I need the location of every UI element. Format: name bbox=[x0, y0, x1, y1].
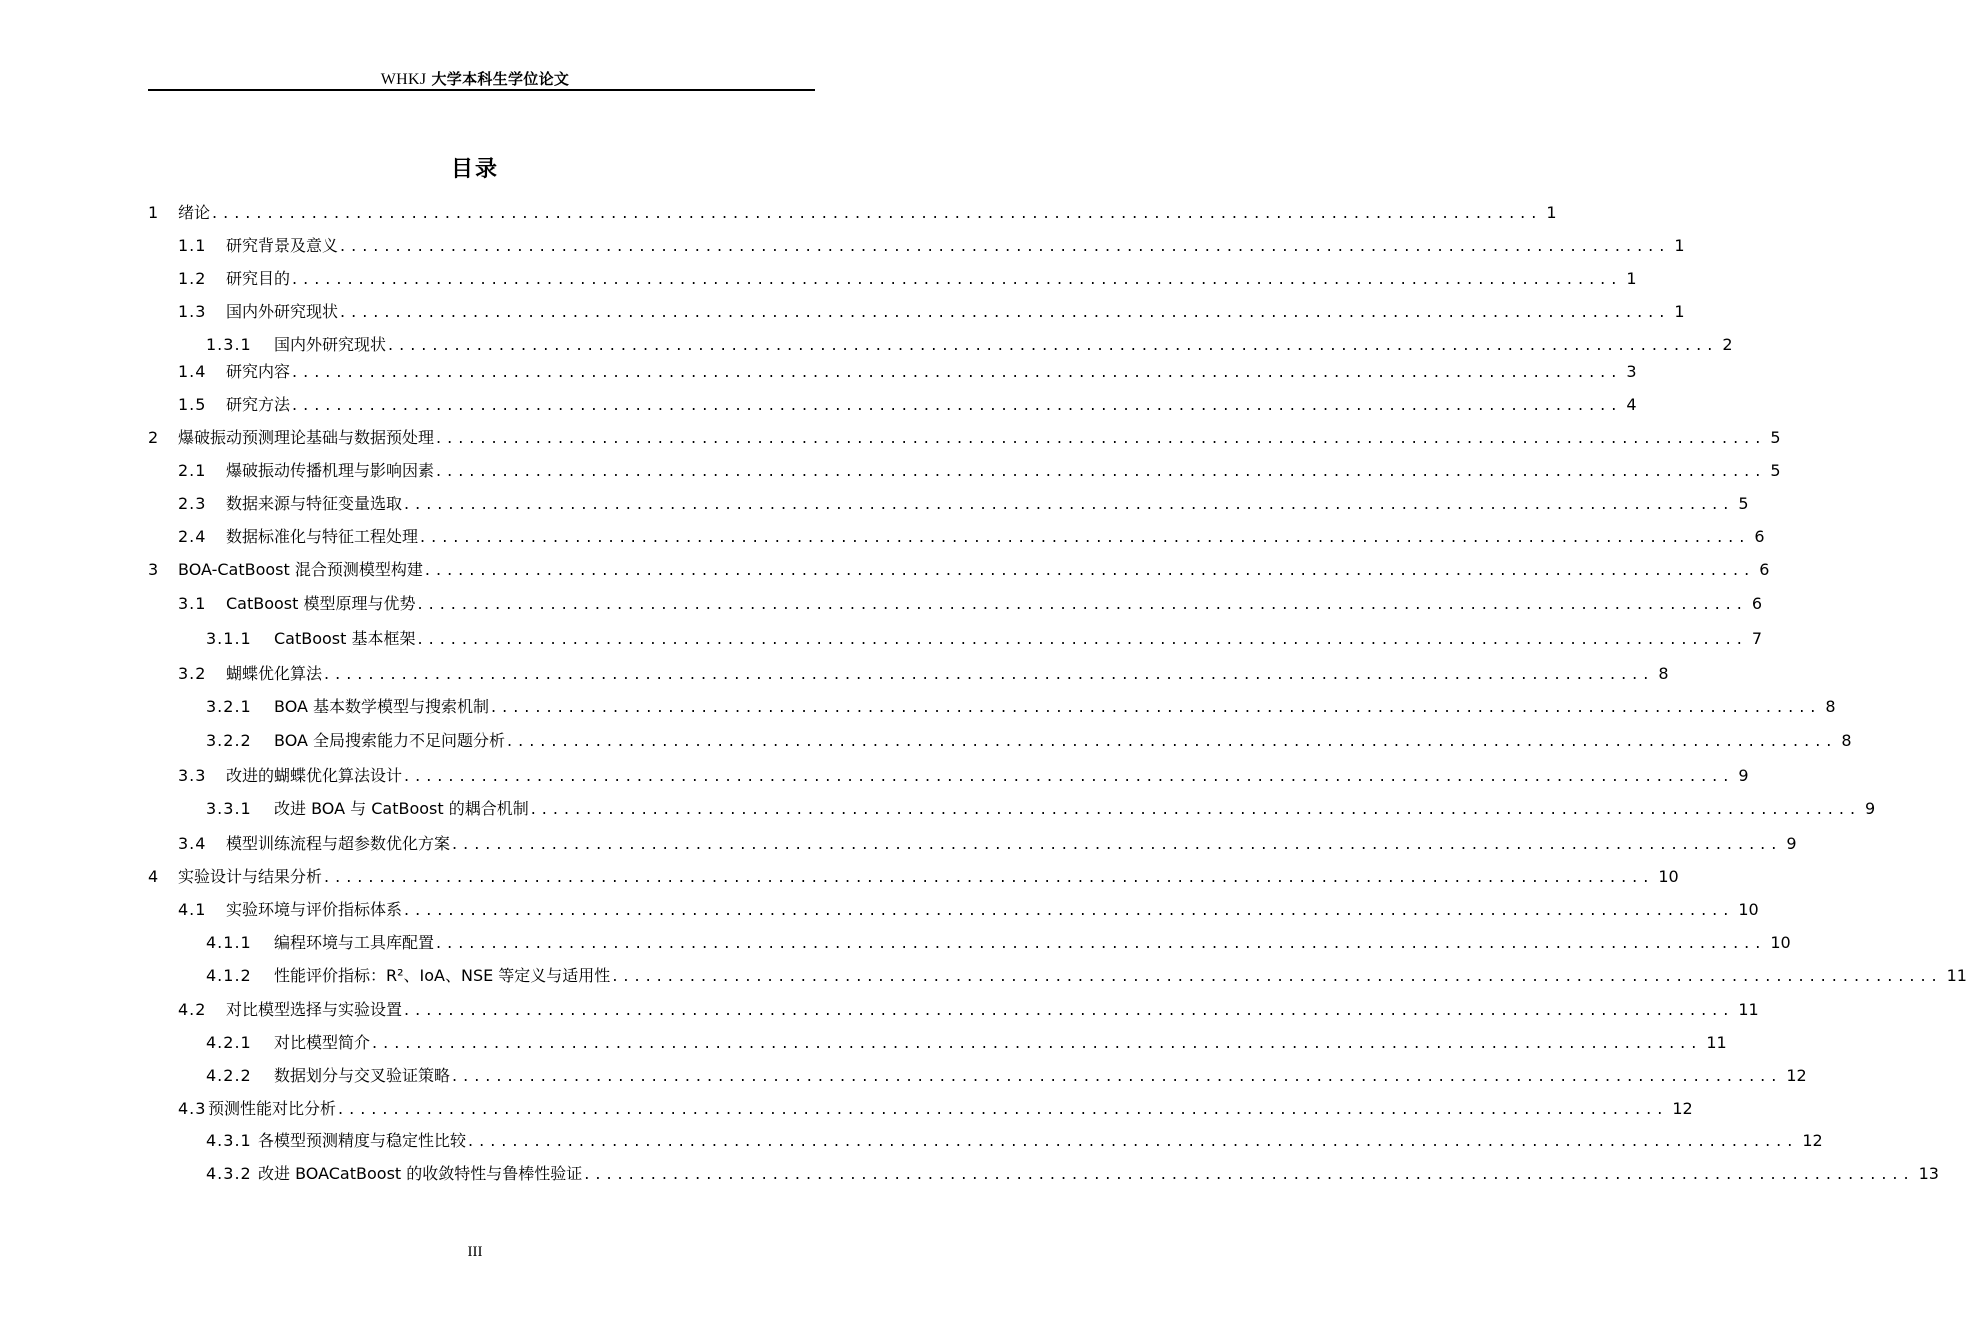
toc-entry-number: 2 bbox=[148, 428, 160, 447]
toc-leader-dots: ........................................................................................................................ bbox=[452, 834, 1783, 853]
toc-entry[interactable] bbox=[178, 664, 1669, 684]
toc-entry-label: CatBoost 模型原理与优势 bbox=[226, 594, 416, 613]
toc-entry-page: 5 bbox=[1770, 461, 1781, 480]
toc-entry-page: 9 bbox=[1865, 799, 1876, 818]
toc-entry-number: 1.1 bbox=[178, 236, 207, 255]
toc-entry-number: 3.1.1 bbox=[206, 629, 252, 648]
toc-entry[interactable] bbox=[178, 834, 1797, 854]
toc-leader-dots: ........................................................................................................................ bbox=[404, 900, 1735, 919]
toc-leader-dots: ........................................................................................................................ bbox=[584, 1164, 1915, 1183]
toc-leader-dots: ........................................................................................................................ bbox=[436, 461, 1767, 480]
toc-leader-dots: ........................................................................................................................ bbox=[292, 395, 1623, 414]
toc-entry-page: 4 bbox=[1626, 395, 1637, 414]
toc-entry[interactable] bbox=[178, 269, 1637, 289]
toc-entry-number: 3.1 bbox=[178, 594, 207, 613]
toc-leader-dots: ........................................................................................................................ bbox=[340, 302, 1671, 321]
toc-entry[interactable] bbox=[178, 302, 1685, 322]
toc-entry[interactable] bbox=[178, 766, 1749, 786]
toc-entry-page: 10 bbox=[1738, 900, 1759, 919]
page-number: III bbox=[467, 1244, 483, 1260]
toc-entry-label: 研究目的 bbox=[226, 269, 291, 288]
header-doc-type: 大学本科生学位论文 bbox=[431, 70, 570, 88]
toc-entry-page: 9 bbox=[1738, 766, 1749, 785]
toc-entry[interactable] bbox=[178, 1099, 1693, 1119]
toc-entry-number: 1.3 bbox=[178, 302, 207, 321]
toc-title: 目录 bbox=[450, 157, 499, 182]
toc-entry[interactable] bbox=[206, 1066, 1807, 1086]
toc-entry-number: 4.2.2 bbox=[206, 1066, 252, 1085]
toc-entry[interactable] bbox=[206, 731, 1852, 751]
header-school-abbr: WHKJ bbox=[380, 71, 427, 88]
toc-leader-dots: ........................................................................................................................ bbox=[507, 731, 1838, 750]
toc-entry[interactable] bbox=[178, 1000, 1759, 1020]
toc-entry-number: 2.4 bbox=[178, 527, 207, 546]
toc-entry-page: 5 bbox=[1738, 494, 1749, 513]
toc-entry-label: 各模型预测精度与稳定性比较 bbox=[258, 1131, 467, 1150]
toc-entry-page: 11 bbox=[1706, 1033, 1727, 1052]
toc-leader-dots: ........................................................................................................................ bbox=[372, 1033, 1703, 1052]
toc-leader-dots: ........................................................................................................................ bbox=[424, 560, 1756, 579]
toc-entry-page: 3 bbox=[1626, 362, 1637, 381]
toc-entry-number: 3.2.2 bbox=[206, 731, 252, 750]
toc-entry-label: 绪论 bbox=[178, 203, 211, 222]
toc-entry-label: 实验环境与评价指标体系 bbox=[226, 900, 403, 919]
toc-entry-label: 数据标准化与特征工程处理 bbox=[226, 527, 419, 546]
toc-entry[interactable] bbox=[148, 428, 1781, 448]
toc-leader-dots: ........................................................................................................................ bbox=[340, 236, 1671, 255]
toc-entry-label: 改进 BOA 与 CatBoost 的耦合机制 bbox=[274, 799, 529, 818]
toc-entry-page: 10 bbox=[1658, 867, 1679, 886]
toc-leader-dots: ........................................................................................................................ bbox=[324, 867, 1655, 886]
toc-leader-dots: ........................................................................................................................ bbox=[292, 362, 1623, 381]
toc-entry[interactable] bbox=[206, 335, 1733, 355]
toc-entry-page: 8 bbox=[1658, 664, 1669, 683]
toc-entry[interactable] bbox=[178, 395, 1637, 415]
toc-entry-label: 国内外研究现状 bbox=[226, 302, 339, 321]
toc-entry-number: 3 bbox=[148, 560, 160, 579]
toc-entry-label: 性能评价指标：R²、IoA、NSE 等定义与适用性 bbox=[274, 966, 611, 985]
toc-entry-number: 2.3 bbox=[178, 494, 207, 513]
toc-leader-dots: ........................................................................................................................ bbox=[338, 1099, 1669, 1118]
toc-entry-label: 数据划分与交叉验证策略 bbox=[274, 1066, 451, 1085]
toc-entry-number: 3.3 bbox=[178, 766, 207, 785]
toc-leader-dots: ........................................................................................................................ bbox=[468, 1131, 1799, 1150]
toc-entry-page: 6 bbox=[1751, 594, 1763, 613]
toc-entry-page: 7 bbox=[1751, 629, 1763, 648]
toc-entry[interactable] bbox=[206, 697, 1836, 717]
toc-entry-label: BOA-CatBoost 混合预测模型构建 bbox=[178, 560, 423, 579]
toc-entry[interactable] bbox=[206, 966, 1967, 986]
toc-entry-number: 1.2 bbox=[178, 269, 207, 288]
toc-leader-dots: ........................................................................................................................ bbox=[612, 966, 1943, 985]
toc-entry[interactable] bbox=[206, 1131, 1823, 1151]
toc-entry-page: 13 bbox=[1918, 1164, 1939, 1183]
toc-entry-page: 2 bbox=[1722, 335, 1733, 354]
toc-leader-dots: ........................................................................................................................ bbox=[436, 933, 1767, 952]
toc-leader-dots: ........................................................................................................................ bbox=[388, 335, 1719, 354]
toc-entry-label: BOA 全局搜索能力不足问题分析 bbox=[274, 731, 506, 750]
toc-entry[interactable] bbox=[206, 1033, 1727, 1053]
page-header bbox=[0, 68, 950, 89]
toc-entry-number: 3.2 bbox=[178, 664, 207, 683]
toc-entry-label: 爆破振动传播机理与影响因素 bbox=[226, 461, 435, 480]
toc-entry[interactable] bbox=[206, 629, 1763, 649]
toc-entry-number: 3.2.1 bbox=[206, 697, 252, 716]
toc-entry[interactable] bbox=[178, 362, 1637, 382]
toc-entry-page: 10 bbox=[1770, 933, 1791, 952]
toc-entry[interactable] bbox=[148, 203, 1557, 223]
toc-leader-dots: ........................................................................................................................ bbox=[436, 428, 1767, 447]
toc-entry-page: 1 bbox=[1546, 203, 1557, 222]
toc-entry-page: 1 bbox=[1674, 236, 1685, 255]
toc-leader-dots: ........................................................................................................................ bbox=[417, 594, 1748, 613]
toc-entry-page: 8 bbox=[1841, 731, 1852, 750]
toc-entry-page: 6 bbox=[1754, 527, 1765, 546]
toc-entry-number: 2.1 bbox=[178, 461, 207, 480]
toc-entry-label: 爆破振动预测理论基础与数据预处理 bbox=[178, 428, 435, 447]
toc-entry[interactable] bbox=[178, 900, 1759, 920]
toc-entry-number: 4.3 bbox=[178, 1099, 207, 1118]
toc-entry-label: 数据来源与特征变量选取 bbox=[226, 494, 403, 513]
toc-entry-label: 国内外研究现状 bbox=[274, 335, 387, 354]
toc-entry-number: 4.3.1 bbox=[206, 1131, 252, 1150]
toc-leader-dots: ........................................................................................................................ bbox=[292, 269, 1623, 288]
toc-entry[interactable] bbox=[178, 494, 1749, 514]
toc-entry-label: 对比模型简介 bbox=[274, 1033, 371, 1052]
toc-leader-dots: ........................................................................................................................ bbox=[417, 629, 1748, 648]
toc-entry-number: 4.1.2 bbox=[206, 966, 252, 985]
toc-leader-dots: ........................................................................................................................ bbox=[420, 527, 1751, 546]
toc-leader-dots: ........................................................................................................................ bbox=[324, 664, 1655, 683]
toc-entry-page: 1 bbox=[1626, 269, 1637, 288]
toc-entry[interactable] bbox=[178, 527, 1765, 547]
toc-entry-page: 11 bbox=[1946, 966, 1967, 985]
toc-entry-label: 预测性能对比分析 bbox=[208, 1099, 337, 1118]
toc-entry-label: 实验设计与结果分析 bbox=[178, 867, 323, 886]
toc-entry-number: 4.1.1 bbox=[206, 933, 252, 952]
toc-entry-page: 11 bbox=[1738, 1000, 1759, 1019]
toc-entry-page: 12 bbox=[1672, 1099, 1693, 1118]
toc-entry-number: 4 bbox=[148, 867, 160, 886]
toc-entry-number: 4.2 bbox=[178, 1000, 207, 1019]
toc-entry-label: 模型训练流程与超参数优化方案 bbox=[226, 834, 451, 853]
toc-entry-number: 3.3.1 bbox=[206, 799, 252, 818]
toc-entry-number: 4.3.2 bbox=[206, 1164, 252, 1183]
toc-entry-label: 编程环境与工具库配置 bbox=[274, 933, 435, 952]
toc-entry[interactable] bbox=[206, 1164, 1939, 1184]
toc-leader-dots: ........................................................................................................................ bbox=[404, 766, 1735, 785]
toc-entry-number: 4.1 bbox=[178, 900, 207, 919]
toc-leader-dots: ........................................................................................................................ bbox=[530, 799, 1862, 818]
toc-entry-label: 研究方法 bbox=[226, 395, 291, 414]
toc-entry[interactable] bbox=[206, 933, 1791, 953]
toc-entry-label: 改进 BOACatBoost 的收敛特性与鲁棒性验证 bbox=[258, 1164, 583, 1183]
toc-entry[interactable] bbox=[178, 594, 1763, 614]
toc-entry-number: 3.4 bbox=[178, 834, 207, 853]
toc-entry-number: 1.5 bbox=[178, 395, 207, 414]
toc-entry-number: 1.4 bbox=[178, 362, 207, 381]
toc-entry[interactable] bbox=[206, 799, 1876, 819]
toc-entry[interactable] bbox=[178, 236, 1685, 256]
toc-leader-dots: ........................................................................................................................ bbox=[404, 1000, 1735, 1019]
toc-entry-label: CatBoost 基本框架 bbox=[274, 629, 416, 648]
toc-entry-page: 12 bbox=[1786, 1066, 1807, 1085]
toc-entry-page: 6 bbox=[1759, 560, 1770, 579]
toc-entry-label: 研究背景及意义 bbox=[226, 236, 339, 255]
toc-entry-label: 蝴蝶优化算法 bbox=[226, 664, 323, 683]
toc-entry-page: 12 bbox=[1802, 1131, 1823, 1150]
toc-entry-number: 1.3.1 bbox=[206, 335, 252, 354]
toc-entry-page: 9 bbox=[1786, 834, 1797, 853]
toc-leader-dots: ........................................................................................................................ bbox=[212, 203, 1543, 222]
toc-entry[interactable] bbox=[148, 560, 1770, 580]
toc-entry[interactable] bbox=[178, 461, 1781, 481]
toc-entry-page: 1 bbox=[1674, 302, 1685, 321]
toc-entry-number: 1 bbox=[148, 203, 160, 222]
header-rule bbox=[148, 89, 815, 91]
toc-leader-dots: ........................................................................................................................ bbox=[452, 1066, 1783, 1085]
toc-entry-page: 5 bbox=[1770, 428, 1781, 447]
toc-entry-number: 4.2.1 bbox=[206, 1033, 252, 1052]
toc-leader-dots: ........................................................................................................................ bbox=[404, 494, 1735, 513]
toc-leader-dots: ........................................................................................................................ bbox=[491, 697, 1822, 716]
toc-entry-page: 8 bbox=[1825, 697, 1836, 716]
toc-entry-label: 对比模型选择与实验设置 bbox=[226, 1000, 403, 1019]
toc-entry-label: BOA 基本数学模型与搜索机制 bbox=[274, 697, 490, 716]
toc-entry[interactable] bbox=[148, 867, 1679, 887]
toc-entry-label: 改进的蝴蝶优化算法设计 bbox=[226, 766, 403, 785]
toc-entry-label: 研究内容 bbox=[226, 362, 291, 381]
